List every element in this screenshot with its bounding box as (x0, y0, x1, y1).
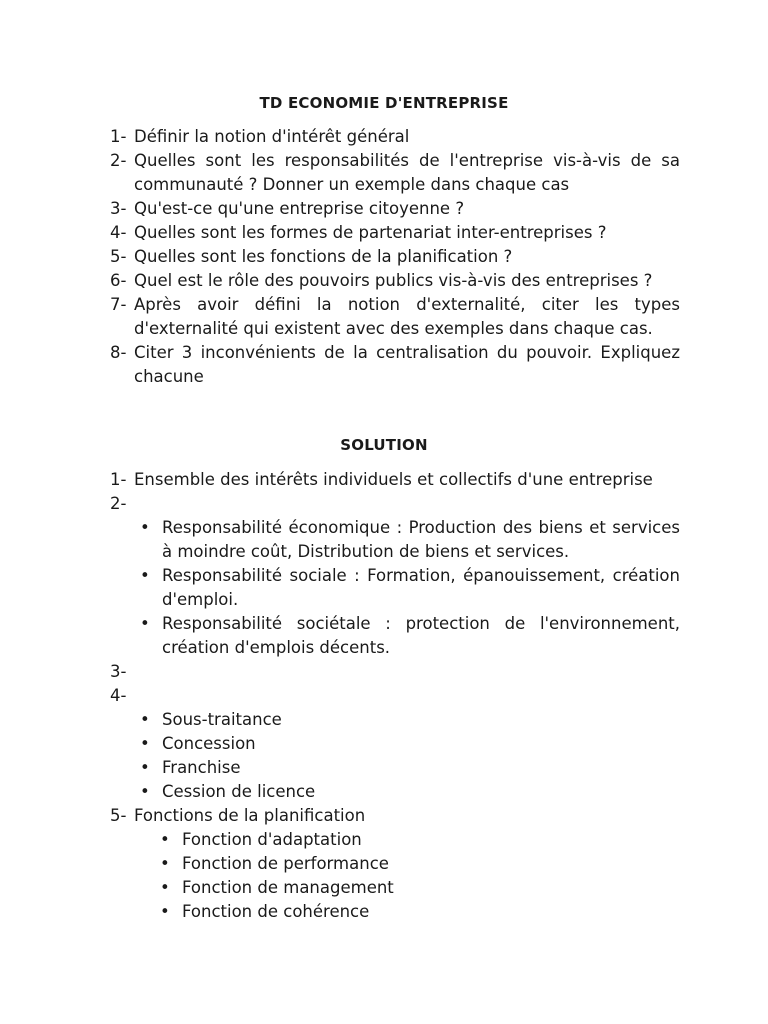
bullet-text: Fonction de cohérence (182, 902, 370, 921)
bullet-text: Cession de licence (162, 782, 316, 801)
solution-title: SOLUTION (340, 436, 428, 454)
bullet-dot-icon: • (160, 878, 170, 897)
question-text: Définir la notion d'intérêt général (134, 127, 410, 146)
question-text: Qu'est-ce qu'une entreprise citoyenne ? (134, 199, 465, 218)
solution-number: 1- (110, 470, 127, 489)
bullet-text: Fonction de performance (182, 854, 389, 873)
question-text: Après avoir défini la notion d'externalité, citer les types d'externalité qui existent avec des exemples dans chaque cas. (134, 295, 680, 338)
bullet-item (136, 564, 680, 612)
question-text: Quelles sont les formes de partenariat inter-entreprises ? (134, 223, 607, 242)
solution-number: 4- (110, 686, 127, 705)
questions-list (110, 125, 680, 389)
bullet-item (136, 780, 680, 804)
question-item (110, 341, 680, 389)
bullet-text: Responsabilité économique : Production des biens et services à moindre coût, Distribution de biens et services. (162, 518, 680, 561)
solution-text (134, 684, 680, 708)
question-text: Quelles sont les responsabilités de l'entreprise vis-à-vis de sa communauté ? Donner un exemple dans chaque cas (134, 151, 680, 194)
bullet-text: Concession (162, 734, 256, 753)
question-number: 7- (110, 295, 127, 314)
question-number: 4- (110, 223, 127, 242)
solution-item (110, 660, 680, 684)
question-text: Quelles sont les fonctions de la planification ? (134, 247, 513, 266)
bullet-list (136, 708, 680, 804)
bullet-dot-icon: • (160, 830, 170, 849)
bullet-list (156, 828, 680, 924)
question-item (110, 197, 680, 221)
bullet-item (136, 612, 680, 660)
bullet-dot-icon: • (140, 614, 150, 633)
question-item (110, 149, 680, 197)
solution-text (134, 492, 680, 516)
solution-item (110, 804, 680, 828)
bullet-text: Fonction de management (182, 878, 394, 897)
question-item (110, 125, 680, 149)
question-item (110, 245, 680, 269)
solution-number: 2- (110, 494, 127, 513)
question-item (110, 269, 680, 293)
solution-number: 5- (110, 806, 127, 825)
bullet-item (136, 732, 680, 756)
solution-list (110, 468, 680, 924)
bullet-item (156, 828, 680, 852)
bullet-item (156, 876, 680, 900)
solution-text: Ensemble des intérêts individuels et collectifs d'une entreprise (134, 470, 653, 489)
question-item (110, 293, 680, 341)
bullet-dot-icon: • (160, 902, 170, 921)
solution-item (110, 468, 680, 492)
bullet-item (136, 756, 680, 780)
document-title: TD ECONOMIE D'ENTREPRISE (259, 94, 509, 112)
bullet-dot-icon: • (140, 710, 150, 729)
question-number: 3- (110, 199, 127, 218)
bullet-item (136, 516, 680, 564)
bullet-item (136, 708, 680, 732)
bullet-list (136, 516, 680, 660)
question-item (110, 221, 680, 245)
question-number: 1- (110, 127, 127, 146)
solution-text: Fonctions de la planification (134, 806, 366, 825)
bullet-text: Fonction d'adaptation (182, 830, 362, 849)
solution-bullets (110, 708, 680, 804)
bullet-dot-icon: • (140, 518, 150, 537)
bullet-text: Sous-traitance (162, 710, 282, 729)
bullet-item (156, 852, 680, 876)
question-number: 8- (110, 343, 127, 362)
question-number: 2- (110, 151, 127, 170)
solution-bullets (110, 828, 680, 924)
solution-item (110, 684, 680, 708)
solution-bullets (110, 516, 680, 660)
bullet-dot-icon: • (140, 758, 150, 777)
bullet-dot-icon: • (140, 782, 150, 801)
bullet-text: Responsabilité sociale : Formation, épanouissement, création d'emploi. (162, 566, 680, 609)
bullet-text: Franchise (162, 758, 241, 777)
bullet-item (156, 900, 680, 924)
bullet-dot-icon: • (140, 734, 150, 753)
bullet-text: Responsabilité sociétale : protection de l'environnement, création d'emplois décents. (162, 614, 680, 657)
question-number: 6- (110, 271, 127, 290)
solution-text (134, 660, 680, 684)
question-text: Citer 3 inconvénients de la centralisation du pouvoir. Expliquez chacune (134, 343, 680, 386)
question-number: 5- (110, 247, 127, 266)
solution-number: 3- (110, 662, 127, 681)
bullet-dot-icon: • (140, 566, 150, 585)
question-text: Quel est le rôle des pouvoirs publics vis-à-vis des entreprises ? (134, 271, 653, 290)
bullet-dot-icon: • (160, 854, 170, 873)
solution-item (110, 492, 680, 516)
